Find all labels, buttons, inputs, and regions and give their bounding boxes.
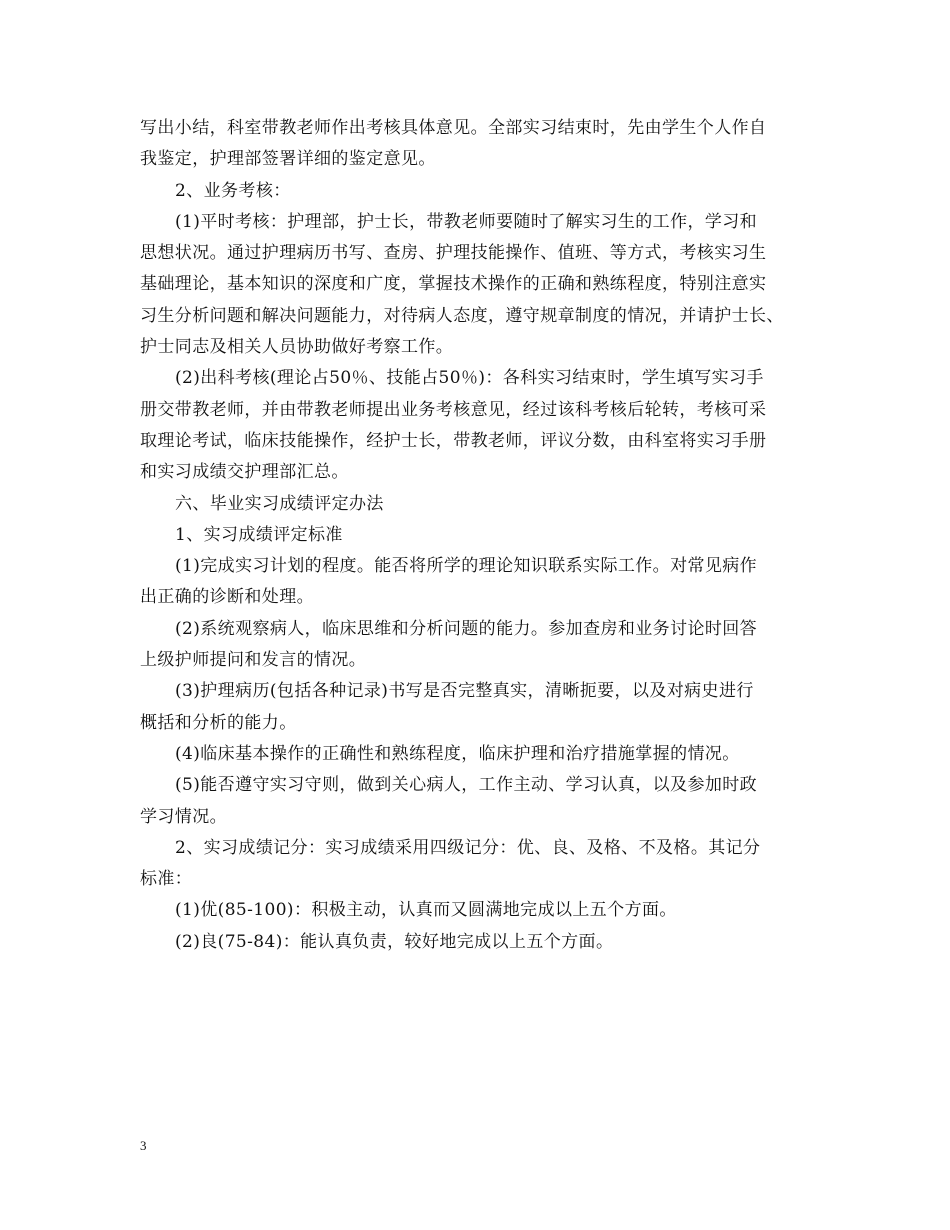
text-line: (1)平时考核：护理部，护士长，带教老师要随时了解实习生的工作，学习和 [175,211,758,232]
text-line: (2)出科考核(理论占50％、技能占50％)：各科实习结束时，学生填写实习手 [175,368,764,389]
text-line: 出正确的诊断和处理。 [140,587,314,608]
text-line: (5)能否遵守实习守则，做到关心病人，工作主动、学习认真，以及参加时政 [175,775,758,796]
text-line: 2、实习成绩记分：实习成绩采用四级记分：优、良、及格、不及格。其记分 [175,837,761,858]
text-line: (2)良(75-84)：能认真负责，较好地完成以上五个方面。 [175,931,614,952]
text-line: 和实习成绩交护理部汇总。 [140,462,349,483]
text-line: 标准： [140,869,193,890]
text-line: 学习情况。 [140,806,227,827]
text-line: 六、毕业实习成绩评定办法 [175,493,384,514]
text-line: 基础理论，基本知识的深度和广度，掌握技术操作的正确和熟练程度，特别注意实 [140,274,767,295]
text-line: 写出小结，科室带教老师作出考核具体意见。全部实习结束时，先由学生个人作自 [140,118,767,138]
text-line: 思想状况。通过护理病历书写、查房、护理技能操作、值班、等方式，考核实习生 [140,243,767,264]
document-body [140,113,830,958]
text-line: 1、实习成绩评定标准 [175,524,343,545]
text-line: (1)完成实习计划的程度。能否将所学的理论知识联系实际工作。对常见病作 [175,556,758,577]
text-line: 册交带教老师，并由带教老师提出业务考核意见，经过该科考核后轮转，考核可采 [140,399,767,420]
text-line: 护士同志及相关人员协助做好考察工作。 [140,337,454,358]
text-line: (4)临床基本操作的正确性和熟练程度，临床护理和治疗措施掌握的情况。 [175,743,740,764]
text-line: 我鉴定，护理部签署详细的鉴定意见。 [140,149,436,170]
text-line: 取理论考试，临床技能操作，经护士长，带教老师，评议分数，由科室将实习手册 [140,430,767,451]
text-line: (2)系统观察病人，临床思维和分析问题的能力。参加查房和业务讨论时回答 [175,618,758,639]
text-line: 上级护师提问和发言的情况。 [140,650,367,671]
text-line: 习生分析问题和解决问题能力，对待病人态度，遵守规章制度的情况，并请护士长、 [140,305,784,326]
text-line: (1)优(85-100)：积极主动，认真而又圆满地完成以上五个方面。 [175,900,677,921]
page-number: 3 [140,1138,147,1153]
text-line: (3)护理病历(包括各种记录)书写是否完整真实，清晰扼要，以及对病史进行 [175,681,754,702]
text-line: 2、业务考核： [175,180,291,201]
text-line: 概括和分析的能力。 [140,712,297,733]
